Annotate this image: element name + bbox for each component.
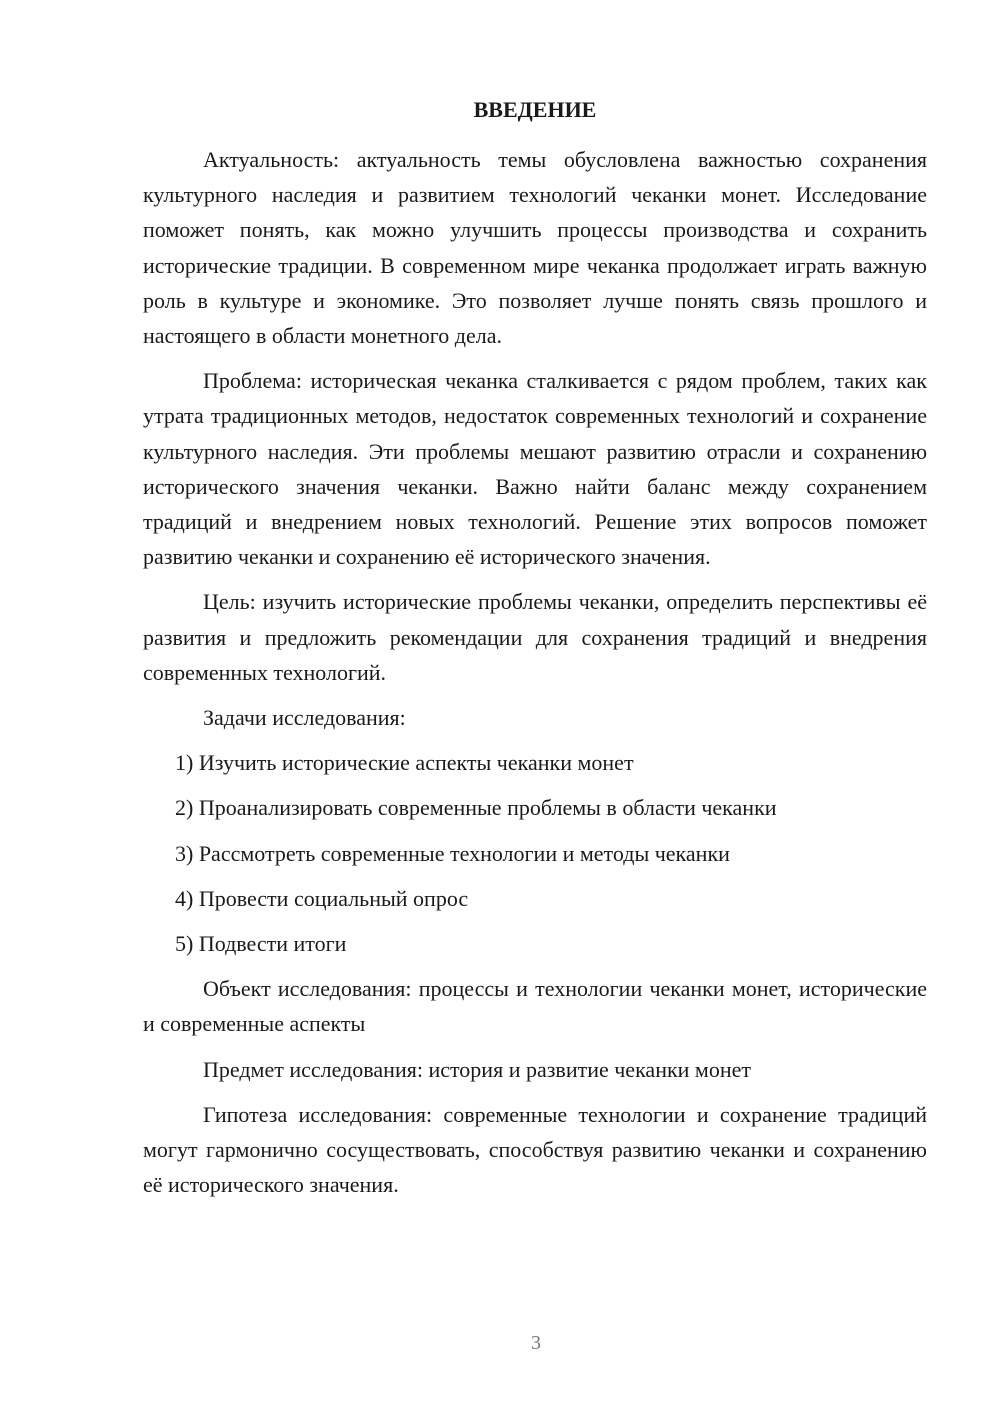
subject-paragraph: Предмет исследования: история и развитие чеканки монет [203,1056,752,1082]
document-page [143,92,927,1212]
task-item: 2) Проанализировать современные проблемы в области чеканки [175,795,777,821]
page-title: ВВЕДЕНИЕ [473,97,597,122]
task-item: 4) Провести социальный опрос [175,885,469,911]
task-item: 1) Изучить исторические аспекты чеканки монет [175,750,634,776]
object-paragraph: Объект исследования: процессы и технологии чеканки монет, исторические и современные аспекты [143,976,927,1037]
task-item: 3) Рассмотреть современные технологии и методы чеканки [175,840,730,866]
hypothesis-paragraph: Гипотеза исследования: современные технологии и сохранение традиций могут гармонично сосуществовать, способствуя развитию чеканки и сохранению её исторического значения. [143,1101,927,1198]
page-number: 3 [531,1332,541,1354]
goal-paragraph: Цель: изучить исторические проблемы чеканки, определить перспективы её развития и предложить рекомендации для сохранения традиций и внедрения современных технологий. [143,589,927,685]
tasks-heading: Задачи исследования: [203,705,406,731]
task-item: 5) Подвести итоги [175,931,347,957]
problem-paragraph: Проблема: историческая чеканка сталкивается с рядом проблем, таких как утрата традиционных методов, недостаток современных технологий и сохранение культурного наследия. Эти проблемы мешают развитию отрасли и сохранению исторического значения чеканки. Важно найти баланс между сохранением традиций и внедрением новых технологий. Решение этих вопросов поможет развитию чеканки и сохранению её исторического значения. [143,368,927,570]
tasks-list [143,745,927,961]
relevance-paragraph: Актуальность: актуальность темы обусловлена важностью сохранения культурного наследия и развитием технологий чеканки монет. Исследование поможет понять, как можно улучшить процессы производства и сохранить исторические традиции. В современном мире чеканка продолжает играть важную роль в культуре и экономике. Это позволяет лучше понять связь прошлого и настоящего в области монетного дела. [143,147,927,349]
